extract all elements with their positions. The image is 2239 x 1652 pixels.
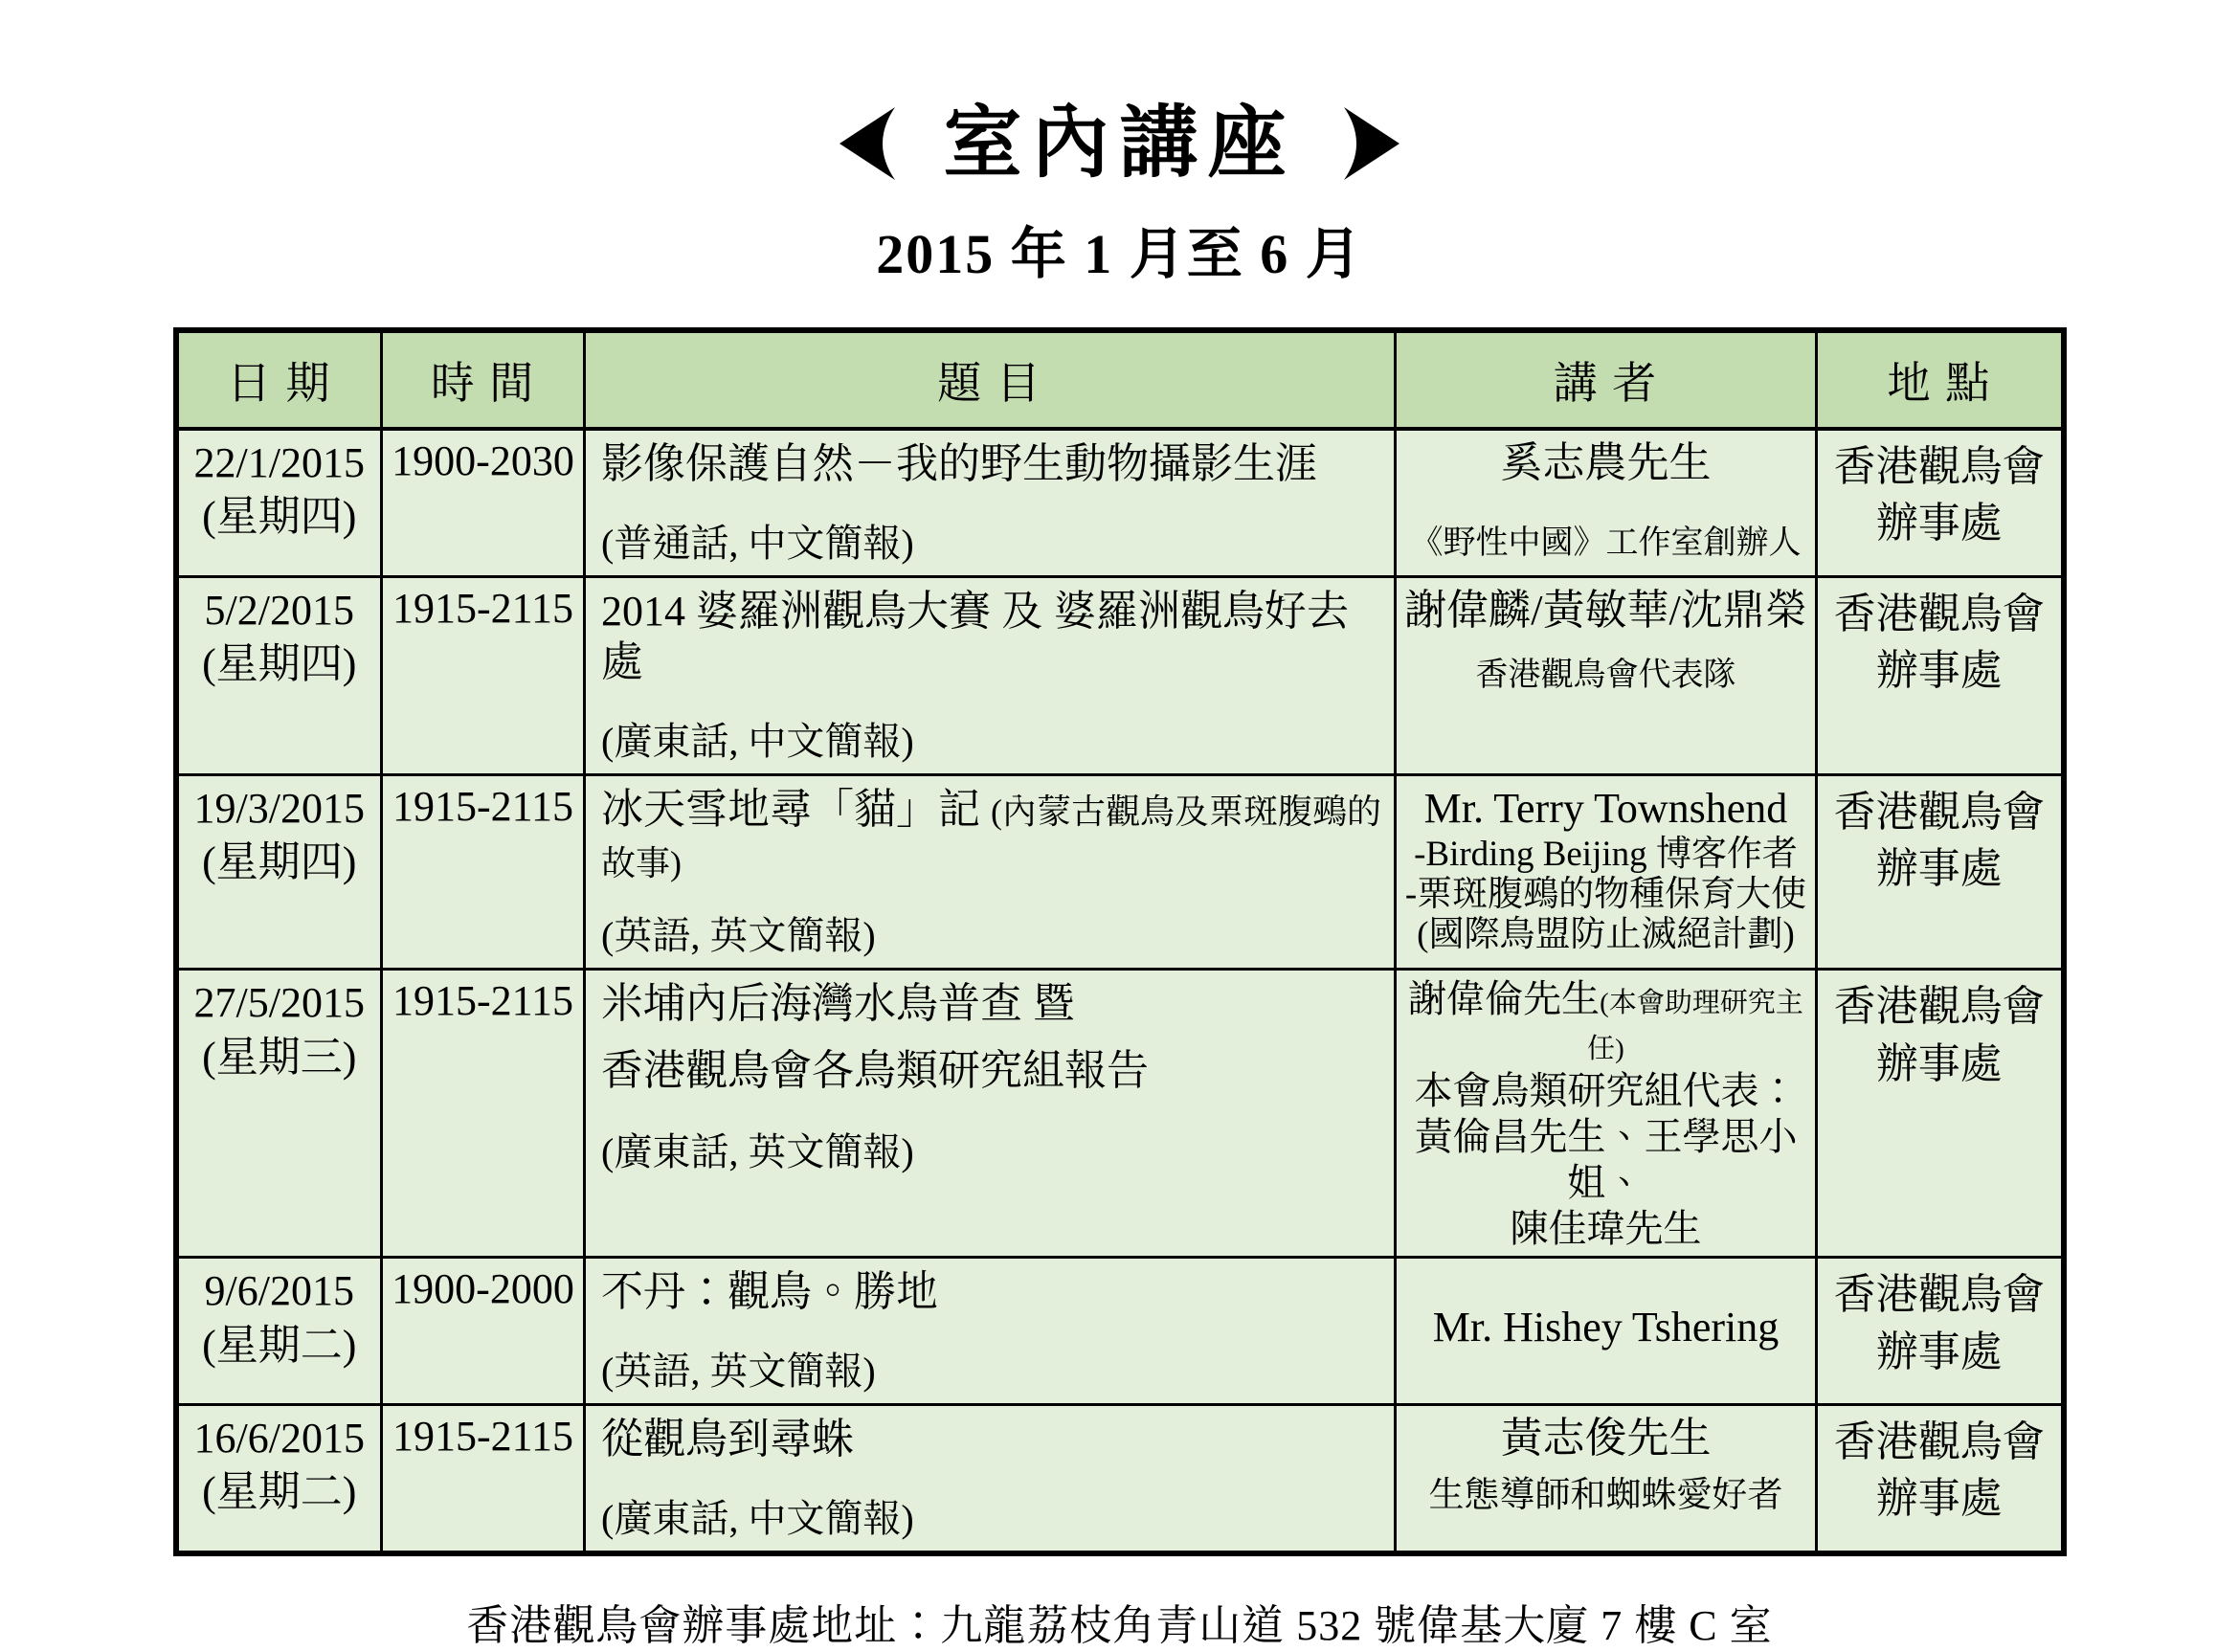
location-cell [1817, 775, 2064, 970]
time-cell [382, 1258, 585, 1405]
office-address: 香港觀鳥會辦事處地址：九龍荔枝角青山道 532 號偉基大廈 7 樓 C 室 [466, 1601, 1773, 1649]
table-row [176, 775, 2064, 970]
weekday: (星期三) [202, 1033, 357, 1081]
time-cell [382, 970, 585, 1258]
lecture-schedule-table [173, 327, 2067, 1556]
topic-title: 影像保護自然－我的野生動物攝影生涯 [601, 440, 1317, 487]
topic-title: 米埔內后海灣水鳥普查 暨 [601, 980, 1075, 1028]
topic-language-note: (廣東話, 中文簡報) [601, 720, 914, 764]
weekday: (星期二) [202, 1468, 357, 1516]
speaker-role-note: (本會助理研究主任) [1587, 988, 1803, 1065]
date-cell [176, 1405, 382, 1553]
topic-language-note: (英語, 英文簡報) [601, 1350, 876, 1394]
speaker-description: 陳佳瑋先生 [1510, 1207, 1702, 1251]
topic-title-line2: 香港觀鳥會各鳥類研究組報告 [601, 1047, 1149, 1095]
topic-title: 冰天雪地尋「貓」記 (內蒙古觀鳥及栗斑腹鵐的故事) [601, 786, 1381, 882]
location-line: 辦事處 [1875, 845, 2003, 893]
location-line: 辦事處 [1875, 1475, 2003, 1523]
time: 1900-2000 [392, 1265, 574, 1313]
weekday: (星期四) [202, 838, 357, 886]
topic-cell [585, 576, 1396, 774]
location-line: 香港觀鳥會 [1833, 1418, 2045, 1466]
date: 16/6/2015 [193, 1415, 365, 1462]
speaker-cell [1396, 429, 1817, 576]
header-location: 地 點 [1817, 330, 2064, 429]
time: 1900-2030 [392, 437, 574, 484]
table-row [176, 429, 2064, 576]
topic-cell [585, 775, 1396, 970]
topic-subtitle: (內蒙古觀鳥及栗斑腹鵐的故事) [601, 793, 1381, 882]
location-line: 辦事處 [1875, 1328, 2003, 1375]
location-cell [1817, 429, 2064, 576]
header-speaker: 講 者 [1396, 330, 1817, 429]
location-line: 香港觀鳥會 [1833, 443, 2045, 490]
date: 27/5/2015 [193, 979, 365, 1027]
table-header-row [176, 330, 2064, 429]
speaker-cell [1396, 1258, 1817, 1405]
location-line: 香港觀鳥會 [1833, 789, 2045, 837]
title-text: 室內講座 [943, 100, 1296, 187]
location-cell [1817, 576, 2064, 774]
weekday: (星期四) [202, 639, 357, 687]
time: 1915-2115 [392, 977, 574, 1025]
speaker-description: 黃倫昌先生、王學思小姐、 [1414, 1115, 1798, 1205]
speaker-name: 奚志農先生 [1500, 439, 1712, 486]
weekday: (星期二) [202, 1321, 357, 1369]
left-arrowhead-icon [836, 103, 899, 184]
time-cell [382, 429, 585, 576]
topic-title: 2014 婆羅洲觀鳥大賽 及 婆羅洲觀鳥好去處 [601, 587, 1349, 686]
topic-language-note: (廣東話, 中文簡報) [601, 1496, 914, 1540]
table-row [176, 970, 2064, 1258]
time: 1915-2115 [392, 1413, 574, 1461]
topic-title: 不丹：觀鳥。勝地 [601, 1268, 938, 1316]
date-cell [176, 970, 382, 1258]
table-row [176, 1258, 2064, 1405]
location-line: 辦事處 [1875, 500, 2003, 547]
location-line: 香港觀鳥會 [1833, 983, 2045, 1031]
header-date: 日 期 [176, 330, 382, 429]
topic-cell [585, 970, 1396, 1258]
topic-title: 從觀鳥到尋蛛 [601, 1416, 854, 1463]
right-arrowhead-icon [1340, 103, 1403, 184]
date: 22/1/2015 [193, 439, 365, 486]
speaker-name: 謝偉倫先生(本會助理研究主任) [1408, 977, 1803, 1065]
topic-language-note: (英語, 英文簡報) [601, 914, 876, 958]
speaker-description: -Birding Beijing 博客作者 [1414, 835, 1798, 875]
speaker-description: 《野性中國》工作室創辦人 [1410, 525, 1802, 561]
time-cell [382, 775, 585, 970]
date: 5/2/2015 [204, 586, 354, 634]
header-topic: 題 目 [585, 330, 1396, 429]
speaker-description: 生態導師和蜘蛛愛好者 [1428, 1476, 1783, 1516]
page-title [0, 0, 2239, 187]
speaker-cell [1396, 1405, 1817, 1553]
date: 19/3/2015 [193, 785, 365, 833]
location-line: 辦事處 [1875, 1039, 2003, 1087]
speaker-description: 本會鳥類研究組代表： [1414, 1069, 1798, 1113]
date-cell [176, 576, 382, 774]
date-cell [176, 1258, 382, 1405]
topic-language-note: (廣東話, 英文簡報) [601, 1129, 914, 1173]
header-time: 時 間 [382, 330, 585, 429]
topic-cell [585, 1258, 1396, 1405]
time-cell [382, 576, 585, 774]
topic-cell [585, 1405, 1396, 1553]
speaker-cell [1396, 775, 1817, 970]
date-cell [176, 775, 382, 970]
speaker-name: Mr. Terry Townshend [1423, 785, 1788, 833]
speaker-name: Mr. Hishey Tshering [1432, 1304, 1780, 1351]
speaker-name: 謝偉麟/黃敏華/沈鼎榮 [1404, 586, 1807, 634]
speaker-description: -栗斑腹鵐的物種保育大使(國際鳥盟防止滅絕計劃) [1404, 875, 1807, 955]
topic-language-note: (普通話, 中文簡報) [601, 521, 914, 565]
weekday: (星期四) [202, 493, 357, 541]
location-line: 辦事處 [1875, 647, 2003, 695]
location-cell [1817, 1405, 2064, 1553]
subtitle: 2015 年 1 月至 6 月 [876, 223, 1363, 285]
table-row [176, 1405, 2064, 1553]
speaker-cell [1396, 970, 1817, 1258]
table-row [176, 576, 2064, 774]
speaker-name: 黃志俊先生 [1500, 1415, 1712, 1462]
location-cell [1817, 970, 2064, 1258]
location-cell [1817, 1258, 2064, 1405]
time-cell [382, 1405, 585, 1553]
time: 1915-2115 [392, 584, 574, 632]
date-cell [176, 429, 382, 576]
time: 1915-2115 [392, 783, 574, 831]
location-line: 香港觀鳥會 [1833, 590, 2045, 637]
location-line: 香港觀鳥會 [1833, 1271, 2045, 1319]
topic-cell [585, 429, 1396, 576]
date: 9/6/2015 [204, 1267, 354, 1315]
speaker-description: 香港觀鳥會代表隊 [1475, 657, 1736, 693]
speaker-cell [1396, 576, 1817, 774]
